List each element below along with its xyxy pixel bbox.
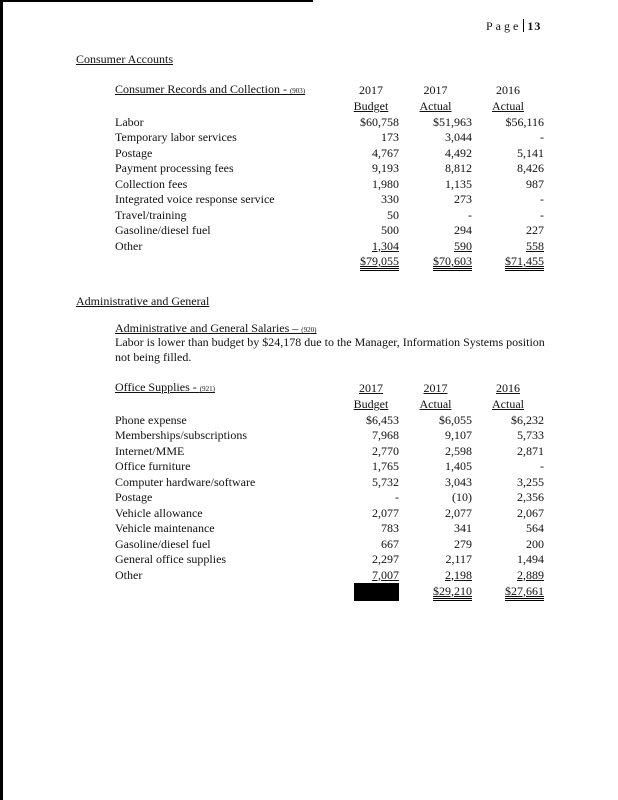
table-total-row — [115, 254, 544, 271]
actual-2016-value: 2,067 — [517, 505, 544, 520]
table-title: Office Supplies - (921) — [115, 380, 215, 394]
left-border-rule — [0, 0, 3, 800]
row-label: Other — [115, 238, 143, 253]
total-actual-2016: $27,661 — [472, 583, 544, 601]
row-label: Memberships/subscriptions — [115, 428, 247, 443]
budget-2017-value: 2,297 — [372, 552, 399, 567]
row-label: Payment processing fees — [115, 161, 234, 176]
actual-2016-value: 3,255 — [517, 474, 544, 489]
col-type: Actual — [492, 99, 524, 114]
row-label: Postage — [115, 490, 153, 505]
budget-2017-value: 1,765 — [372, 459, 399, 474]
page-number — [486, 19, 541, 34]
table-row — [115, 130, 544, 146]
budget-2017-value: 2,770 — [372, 443, 399, 458]
actual-2017-value: 2,077 — [445, 505, 472, 520]
table-row — [115, 490, 544, 506]
actual-2016-value: - — [540, 459, 544, 474]
actual-2016-value: - — [540, 207, 544, 222]
row-label: Internet/MME — [115, 443, 185, 458]
col-type: Actual — [419, 99, 452, 114]
row-label: Other — [115, 567, 143, 582]
table-title: Consumer Records and Collection - (903) — [115, 82, 306, 96]
table-row — [115, 208, 544, 224]
table-total-row — [115, 583, 544, 601]
budget-2017-value: 330 — [381, 192, 399, 207]
budget-2017-value: $6,453 — [366, 412, 399, 427]
table-header-row — [115, 380, 544, 397]
budget-2017-value: 7,968 — [372, 428, 399, 443]
table-row — [115, 506, 544, 522]
col-year: 2016 — [496, 83, 520, 97]
table-header-row — [115, 82, 544, 99]
table-header-row — [115, 397, 544, 413]
table-row — [115, 161, 544, 177]
actual-2016-value: - — [540, 192, 544, 207]
total-budget-2017: $79,055 — [343, 254, 399, 271]
actual-2017-value: - — [468, 207, 472, 222]
table-row — [115, 177, 544, 193]
table-row — [115, 521, 544, 537]
office-supplies-table — [115, 380, 544, 601]
budget-2017-value: 50 — [387, 207, 399, 222]
budget-2017-value: 1,304 — [372, 238, 399, 253]
budget-2017-value: 4,767 — [372, 145, 399, 160]
col-type: Actual — [419, 397, 452, 412]
actual-2016-value: $6,232 — [511, 412, 544, 427]
page-number-value: 13 — [527, 19, 542, 33]
actual-2016-value: - — [540, 130, 544, 145]
budget-2017-value: - — [395, 490, 399, 505]
row-label: Vehicle maintenance — [115, 521, 215, 536]
consumer-accounts-heading: Consumer Accounts — [76, 52, 173, 66]
total-actual-2016: $71,455 — [472, 254, 544, 271]
admin-general-heading: Administrative and General — [76, 294, 210, 308]
admin-salaries-note: Labor is lower than budget by $24,178 due to the Manager, Information Systems position not being filled. — [115, 335, 545, 364]
actual-2017-value: 273 — [454, 192, 472, 207]
actual-2016-value: $56,116 — [505, 114, 544, 129]
budget-2017-value: 5,732 — [372, 474, 399, 489]
budget-2017-value: 667 — [381, 536, 399, 551]
consumer-records-table — [115, 82, 544, 271]
actual-2016-value: 227 — [526, 223, 544, 238]
budget-2017-value: 7,007 — [372, 567, 399, 582]
row-label: Gasoline/diesel fuel — [115, 223, 211, 238]
row-label: General office supplies — [115, 552, 227, 567]
actual-2016-value: 1,494 — [517, 552, 544, 567]
actual-2017-value: 8,812 — [445, 161, 472, 176]
actual-2016-value: 2,871 — [517, 443, 544, 458]
table-row — [115, 568, 544, 584]
consumer-rows — [115, 115, 544, 255]
actual-2016-value: 2,889 — [517, 567, 544, 582]
budget-2017-value: 1,980 — [372, 176, 399, 191]
actual-2016-value: 564 — [526, 521, 544, 536]
col-year: 2017 — [359, 83, 383, 97]
col-type: Budget — [353, 397, 389, 412]
row-label: Labor — [115, 114, 144, 129]
page-separator — [523, 19, 524, 32]
actual-2017-value: 341 — [454, 521, 472, 536]
top-border-rule — [0, 0, 313, 2]
table-row — [115, 146, 544, 162]
actual-2017-value: 9,107 — [445, 428, 472, 443]
row-label: Gasoline/diesel fuel — [115, 536, 211, 551]
actual-2017-value: 1,135 — [445, 176, 472, 191]
table-row — [115, 239, 544, 255]
row-label: Collection fees — [115, 176, 188, 191]
table-header-row — [115, 99, 544, 115]
row-label: Temporary labor services — [115, 130, 237, 145]
table-row — [115, 115, 544, 131]
actual-2017-value: 590 — [454, 238, 472, 253]
total-actual-2017: $29,210 — [399, 583, 472, 601]
page-label: Page — [486, 19, 522, 33]
col-year: 2017 — [423, 83, 448, 97]
row-label: Office furniture — [115, 459, 191, 474]
actual-2017-value: 2,117 — [445, 552, 472, 567]
actual-2017-value: $6,055 — [439, 412, 472, 427]
table-row — [115, 537, 544, 553]
row-label: Vehicle allowance — [115, 505, 203, 520]
actual-2017-value: 279 — [454, 536, 472, 551]
admin-salaries-subheading: Administrative and General Salaries – (920) — [115, 321, 317, 335]
actual-2017-value: 294 — [454, 223, 472, 238]
table-row — [115, 459, 544, 475]
budget-2017-value: 783 — [381, 521, 399, 536]
row-label: Postage — [115, 145, 153, 160]
actual-2017-value: 2,198 — [445, 567, 472, 582]
budget-2017-value: 173 — [381, 130, 399, 145]
actual-2016-value: 8,426 — [517, 161, 544, 176]
row-label: Travel/training — [115, 207, 187, 222]
table-row — [115, 223, 544, 239]
actual-2017-value: 4,492 — [445, 145, 472, 160]
actual-2017-value: 1,405 — [445, 459, 472, 474]
budget-2017-value: 500 — [381, 223, 399, 238]
actual-2017-value: 3,043 — [445, 474, 472, 489]
row-label: Integrated voice response service — [115, 192, 275, 207]
actual-2016-value: 987 — [526, 176, 544, 191]
col-year: 2017 — [423, 381, 448, 395]
table-row — [115, 444, 544, 460]
budget-2017-value: 9,193 — [372, 161, 399, 176]
table-row — [115, 475, 544, 491]
col-year: 2016 — [496, 381, 520, 395]
col-type: Budget — [353, 99, 389, 114]
total-budget-2017-redacted — [343, 583, 399, 601]
actual-2017-value: (10) — [452, 490, 472, 505]
table-row — [115, 552, 544, 568]
redaction-block — [354, 583, 399, 601]
actual-2016-value: 2,356 — [517, 490, 544, 505]
budget-2017-value: 2,077 — [372, 505, 399, 520]
total-actual-2017: $70,603 — [399, 254, 472, 271]
table-row — [115, 413, 544, 429]
row-label: Phone expense — [115, 412, 187, 427]
budget-2017-value: $60,758 — [360, 114, 399, 129]
actual-2016-value: 5,733 — [517, 428, 544, 443]
row-label: Computer hardware/software — [115, 474, 256, 489]
office-supplies-rows — [115, 413, 544, 584]
actual-2017-value: 2,598 — [445, 443, 472, 458]
actual-2017-value: 3,044 — [445, 130, 472, 145]
col-type: Actual — [492, 397, 524, 412]
table-row — [115, 428, 544, 444]
actual-2016-value: 558 — [526, 238, 544, 253]
actual-2016-value: 200 — [526, 536, 544, 551]
actual-2016-value: 5,141 — [517, 145, 544, 160]
actual-2017-value: $51,963 — [433, 114, 472, 129]
col-year: 2017 — [359, 381, 383, 395]
table-row — [115, 192, 544, 208]
